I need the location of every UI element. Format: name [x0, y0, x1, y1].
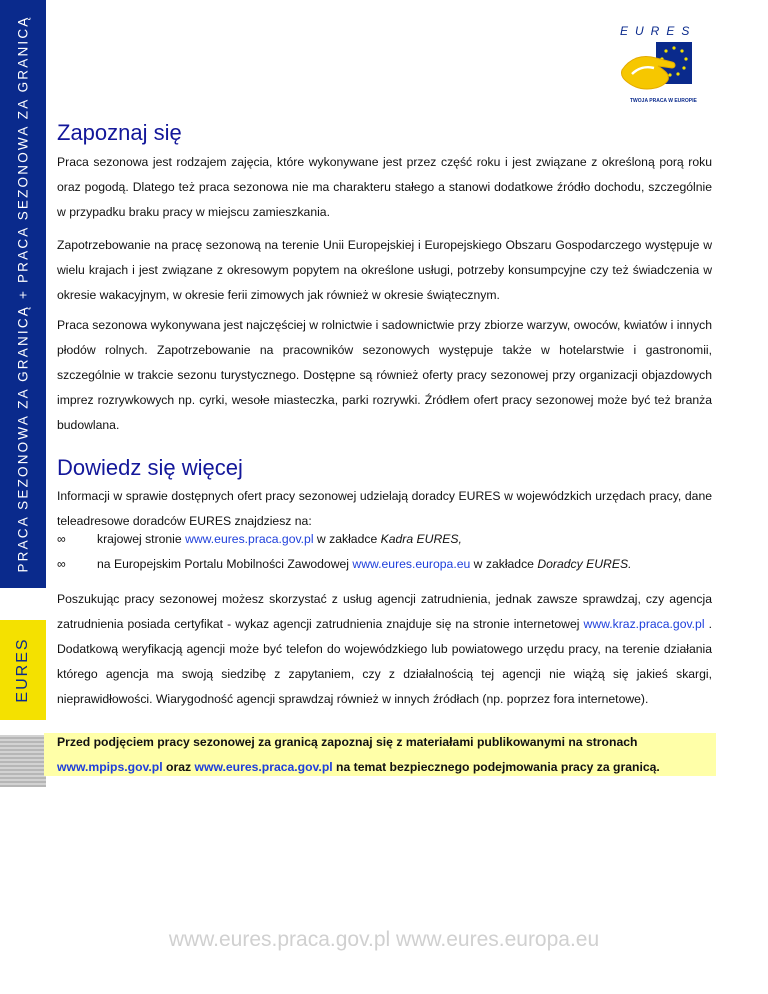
agency-text-1: Poszukując pracy sezonowej możesz skorzystać z usług agencji zatrudnienia, jednak zawsze sprawdzaj, czy agencja zatrudnienia posiada certyfikat - wykaz agencji zatrudnienia znajduje się na stronie internetowej: [57, 592, 712, 631]
bullet-text: na Europejskim Portalu Mobilności Zawodowej: [97, 557, 353, 571]
section1-title: Zapoznaj się: [57, 120, 182, 145]
bullet-symbol: ∞: [57, 532, 66, 546]
bullet-emphasis: Doradcy EURES.: [537, 557, 632, 571]
bullet-text: krajowej stronie: [97, 532, 186, 546]
notice-line-2: [57, 755, 712, 780]
logo-word: EURES: [620, 24, 697, 38]
logo-hand-icon: [612, 18, 702, 98]
notice-text: [57, 730, 712, 780]
section2-intro: Informacji w sprawie dostępnych ofert pracy sezonowej udzielają doradcy EURES w wojewódzkich urzędach pracy, dane teleadresowe doradców EURES znajdziesz na:: [57, 489, 712, 528]
section1-paragraph-3: Praca sezonowa wykonywana jest najczęściej w rolnictwie i sadownictwie przy zbiorze warzyw, owoców, kwiatów i innych płodów rolnych. Zapotrzebowanie na pracowników sezonowych występuje także w hotelarstwie i gastronomii, szczególnie w trakcie sezonu turystycznego. Dostępne są również oferty pracy sezonowej przy organizacji objazdowych imprez rozrywkowych np. cyrki, wesołe miasteczka, parki rozrywki. Źródłem ofert pracy sezonowej może być też branża budowlana.: [57, 318, 712, 432]
section2-agency-paragraph: [57, 587, 712, 712]
link-eures-praca[interactable]: www.eures.praca.gov.pl: [185, 532, 314, 546]
notice-end: na temat bezpiecznego podejmowania pracy za granicą.: [332, 760, 660, 774]
link-eures-europa[interactable]: www.eures.europa.eu: [352, 557, 471, 571]
section1-paragraph-2: Zapotrzebowanie na pracę sezonową na terenie Unii Europejskiej i Europejskiego Obszaru Gospodarczego występuje w wielu krajach i jest związane z okresowym popytem na określone usługi, potrzeby konsumpcyjne czy też świadczenia w okresie wakacyjnym, w okresie ferii zimowych jak również w okresie świątecznym.: [57, 238, 712, 302]
link-eures-praca-notice[interactable]: www.eures.praca.gov.pl: [194, 760, 333, 774]
bullet-text: w zakładce: [313, 532, 381, 546]
notice-line-1: Przed podjęciem pracy sezonowej za granicą zapoznaj się z materiałami publikowanymi na stronach: [57, 735, 638, 749]
sidebar-vertical-text: PRACA SEZONOWA ZA GRANICĄ + PRACA SEZONOWA ZA GRANICĄ: [15, 15, 31, 573]
bullet-text: w zakładce: [470, 557, 538, 571]
link-kraz[interactable]: www.kraz.praca.gov.pl: [583, 617, 705, 631]
section2-title: Dowiedz się więcej: [57, 455, 243, 480]
bullet-emphasis: Kadra EURES,: [380, 532, 462, 546]
link-mpips[interactable]: www.mpips.gov.pl: [57, 760, 163, 774]
agency-text-2: . Dodatkową weryfikacją agencji może być telefon do wojewódzkiego lub powiatowego urzędu pracy, na terenie działania którego agencja ma swoją siedzibę z zapytaniem, czy z działalnością tej agencji nie wiążą się jakieś skargi, nieprawidłowości. Wiarygodność agencji sprawdzaj również w innych źródłach (np. poprzez fora internetowe).: [57, 617, 713, 706]
section1-paragraph-1: Praca sezonowa jest rodzajem zajęcia, które wykonywane jest przez część roku i jest związane z określoną porą roku oraz pogodą. Dlatego też praca sezonowa nie ma charakteru stałego a stanowi dodatkowe źródło dochodu, szczególnie w przypadku braku pracy w miejscu zamieszkania.: [57, 155, 712, 219]
sidebar-gap: [0, 588, 46, 620]
bullet-symbol: ∞: [57, 557, 66, 571]
eures-logo: [612, 18, 702, 108]
logo-tagline: TWOJA PRACA W EUROPIE: [630, 98, 697, 104]
sidebar-brand-text: EURES: [14, 637, 31, 703]
sidebar-blue-band: [0, 0, 46, 588]
notice-mid: oraz: [162, 760, 195, 774]
footer-urls: www.eures.praca.gov.pl www.eures.europa.eu: [168, 928, 600, 951]
sidebar-gray-band: [0, 735, 46, 787]
sidebar-yellow-band: [0, 620, 46, 720]
